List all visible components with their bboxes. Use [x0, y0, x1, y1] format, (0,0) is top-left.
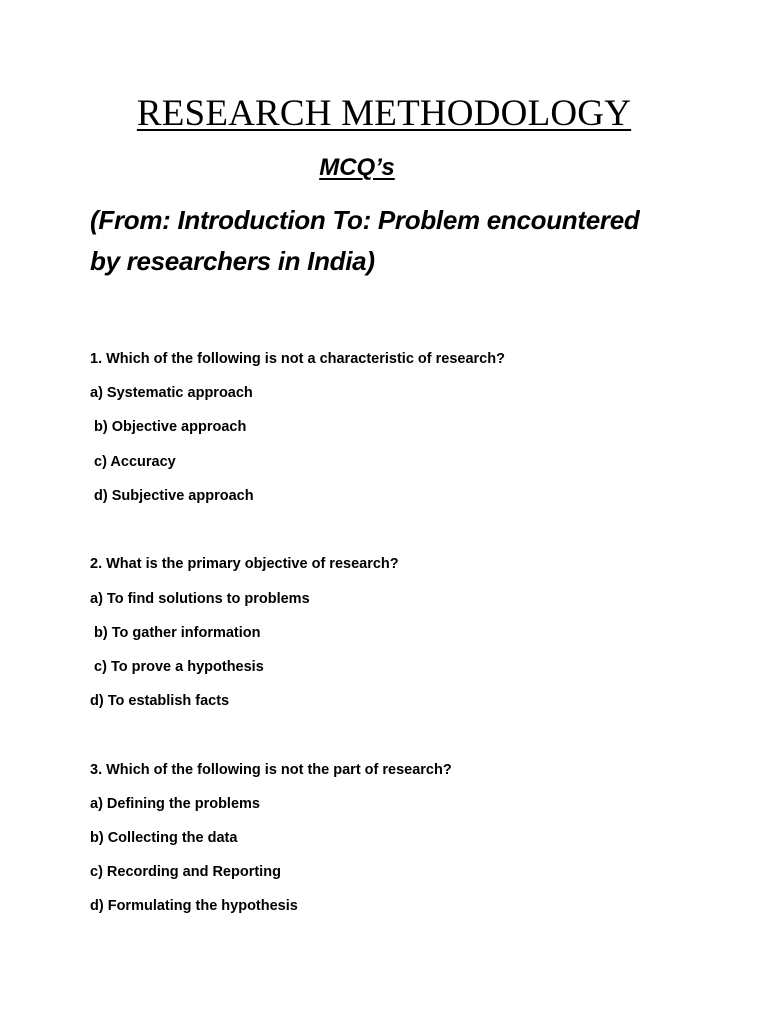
answer-option: c) Recording and Reporting [90, 864, 281, 881]
answer-option: d) Formulating the hypothesis [90, 898, 298, 915]
answer-option: a) Defining the problems [90, 795, 260, 812]
question-block [90, 547, 730, 718]
question-block [90, 342, 730, 513]
scope-line: (From: Introduction To: Problem encountered [90, 205, 640, 235]
answer-option: b) Collecting the data [90, 830, 238, 847]
answer-option: b) Objective approach [90, 419, 247, 436]
answer-option: d) To establish facts [90, 693, 230, 710]
question-text: 2. What is the primary objective of research? [90, 556, 399, 573]
page-subtitle: MCQ’s [319, 154, 395, 181]
answer-option: b) To gather information [90, 624, 261, 641]
answer-option: a) To find solutions to problems [90, 590, 310, 607]
scope-heading [90, 200, 690, 282]
question-text: 3. Which of the following is not the part of research? [90, 761, 452, 778]
question-list [90, 342, 730, 958]
answer-option: a) Systematic approach [90, 385, 253, 402]
question-text: 1. Which of the following is not a characteristic of research? [90, 351, 505, 367]
page-title: RESEARCH METHODOLOGY [136, 93, 632, 134]
answer-option: c) To prove a hypothesis [90, 658, 264, 675]
answer-option: c) Accuracy [90, 453, 176, 470]
answer-option: d) Subjective approach [90, 487, 254, 504]
question-block [90, 753, 730, 924]
scope-line: by researchers in India) [90, 246, 375, 276]
